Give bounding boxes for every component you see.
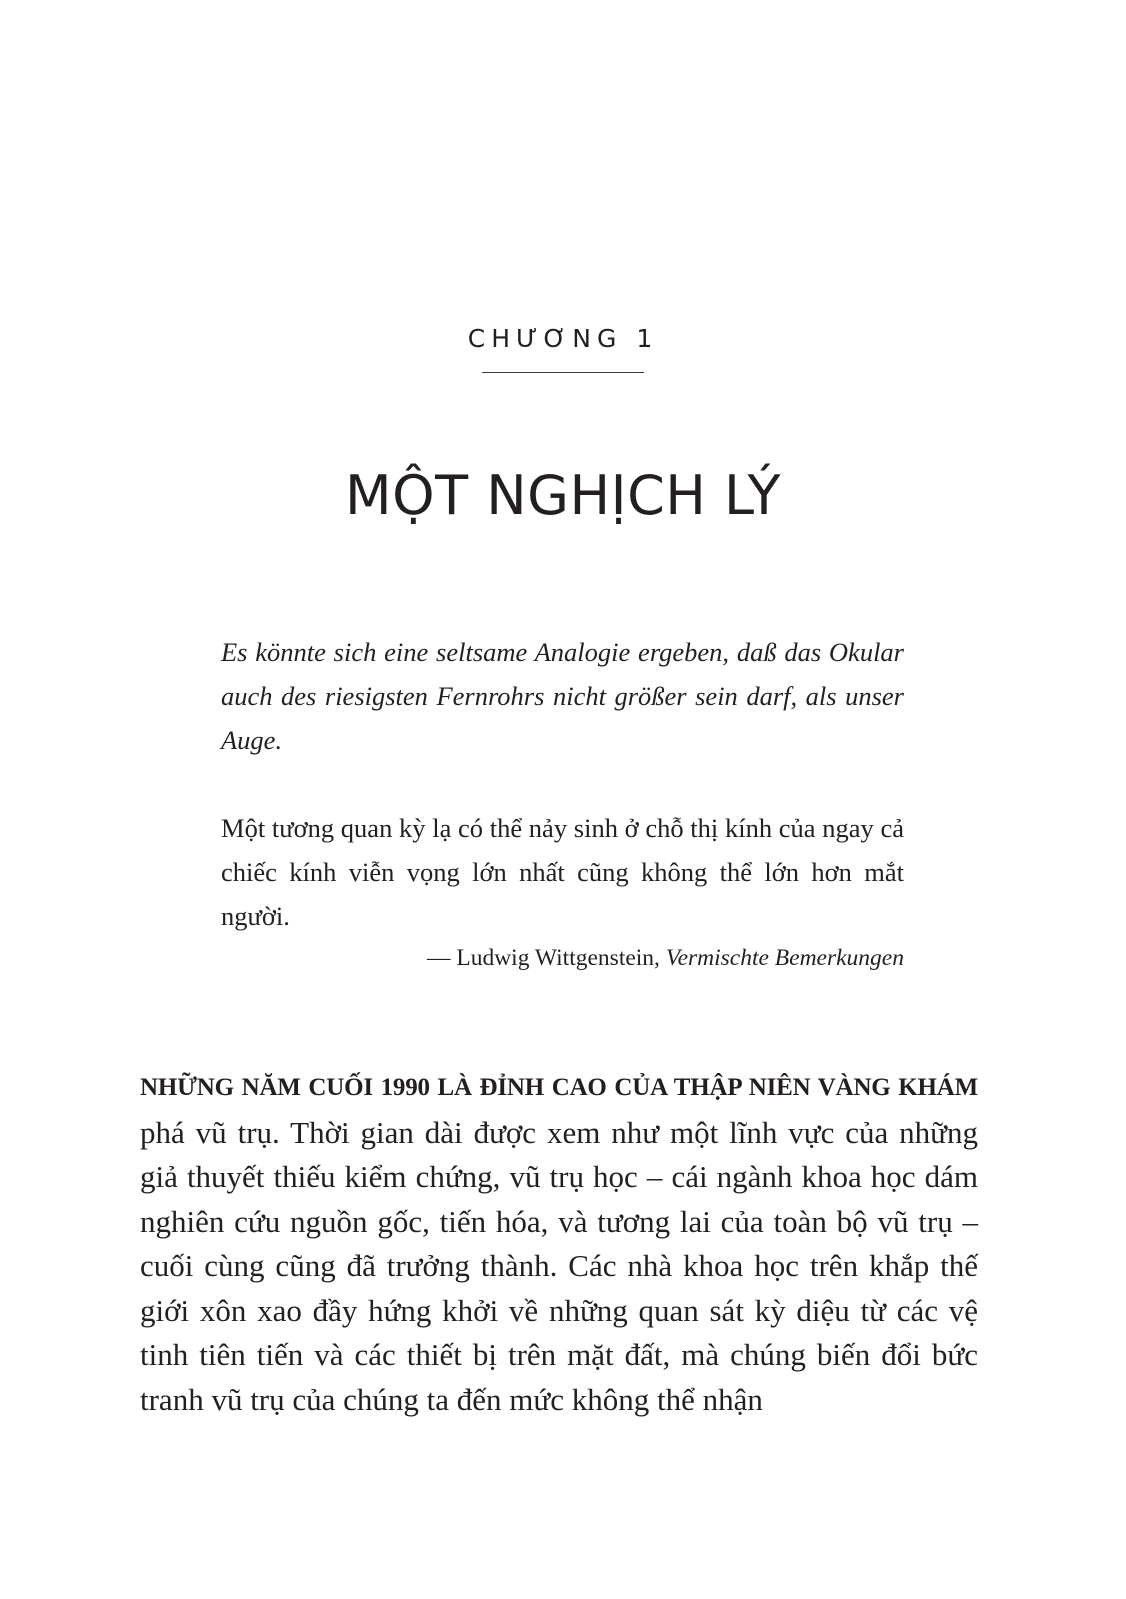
chapter-divider-rule bbox=[482, 372, 644, 373]
epigraph-original-german: Es könnte sich eine seltsame Analogie ergeben, daß das Okular auch des riesigsten Fernrohrs nicht größer sein darf, als unser Auge. bbox=[221, 637, 904, 755]
epigraph-translation-vietnamese: Một tương quan kỳ lạ có thể nảy sinh ở chỗ thị kính của ngay cả chiếc kính viễn vọng lớn nhất cũng không thể lớn hơn mắt người. bbox=[221, 813, 904, 931]
chapter-title: MỘT NGHỊCH LÝ bbox=[345, 464, 781, 528]
body-lead-in-smallcaps: NHỮNG NĂM CUỐI 1990 LÀ ĐỈNH CAO CỦA THẬP NIÊN VÀNG KHÁM bbox=[140, 1074, 978, 1101]
chapter-number-label: CHƯƠNG 1 bbox=[467, 324, 659, 353]
body-text: phá vũ trụ. Thời gian dài được xem như một lĩnh vực của những giả thuyết thiếu kiểm chứng, vũ trụ học – cái ngành khoa học dám nghiên cứu nguồn gốc, tiến hóa, và tương lai của toàn bộ vũ trụ – cuối cùng cũng đã trưởng thành. Các nhà khoa học trên khắp thế giới xôn xao đầy hứng khởi về những quan sát kỳ diệu từ các vệ tinh tiên tiến và các thiết bị trên mặt đất, mà chúng biến đổi bức tranh vũ trụ của chúng ta đến mức không thể nhận bbox=[140, 1114, 978, 1417]
epigraph-attribution bbox=[221, 938, 904, 978]
body-paragraph bbox=[140, 1063, 978, 1422]
epigraph bbox=[221, 630, 904, 978]
epigraph-work-title: Vermischte Bemerkungen bbox=[665, 945, 904, 971]
epigraph-author: — Ludwig Wittgenstein, bbox=[426, 945, 666, 971]
